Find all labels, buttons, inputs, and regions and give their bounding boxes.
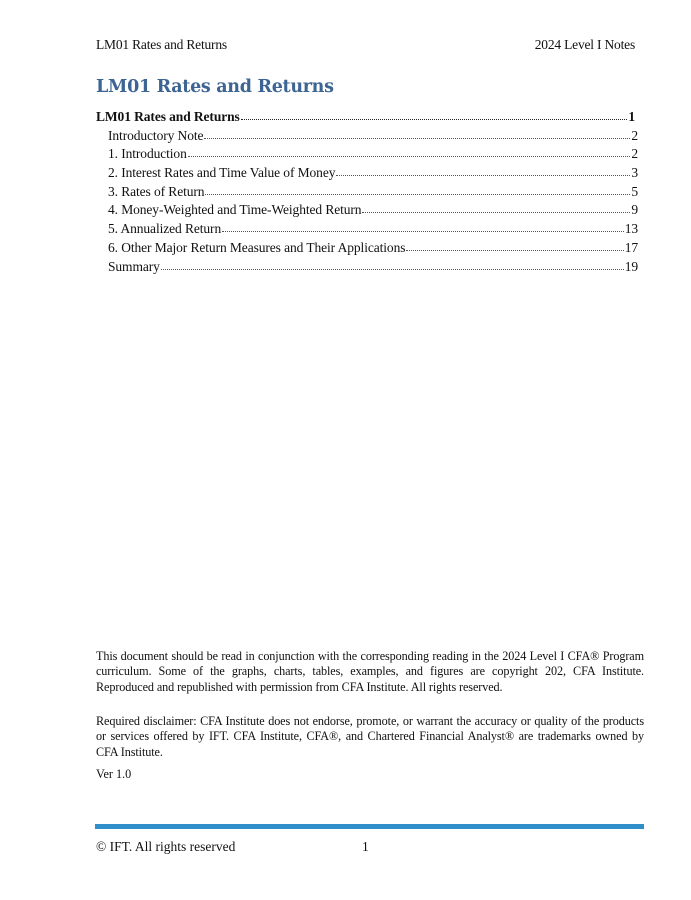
toc-dot-leader <box>241 107 628 120</box>
toc-entry-main[interactable] <box>96 108 635 127</box>
toc-entry[interactable] <box>108 145 638 164</box>
version-label: Ver 1.0 <box>96 767 132 781</box>
toc-entry-page: 19 <box>624 258 638 274</box>
toc-entry-label: 6. Other Major Return Measures and Their Applications <box>108 239 406 255</box>
toc-entry[interactable] <box>108 127 638 146</box>
toc-dot-leader <box>222 219 624 232</box>
toc-entry-label: 2. Interest Rates and Time Value of Money <box>108 165 336 181</box>
toc-entry[interactable] <box>108 258 638 277</box>
toc-entry-page: 3 <box>631 165 638 181</box>
toc-entry-page: 17 <box>624 239 638 255</box>
toc-entry-page: 13 <box>624 221 638 237</box>
toc-entry-page: 1 <box>628 109 635 124</box>
toc-entry[interactable] <box>108 183 638 202</box>
copyright-notice <box>96 649 644 701</box>
footer-page-number: 1 <box>362 839 369 854</box>
footer-divider <box>95 824 644 829</box>
toc-entry-label: 3. Rates of Return <box>108 183 205 199</box>
toc-entry[interactable] <box>108 164 638 183</box>
toc-dot-leader <box>161 257 624 270</box>
notice-paragraph: This document should be read in conjunction with the corresponding reading in the 2024 Level I CFA® Program curriculum. Some of the graphs, charts, tables, examples, and figures are copyright 202, CFA Institute. Reproduced and republished with permission from CFA Institute. All rights reserved. <box>96 649 644 694</box>
toc-entry-label: LM01 Rates and Returns <box>96 109 240 124</box>
toc-entry-label: 1. Introduction <box>108 146 187 162</box>
toc-entry[interactable] <box>108 201 638 220</box>
toc-entry[interactable] <box>108 220 638 239</box>
toc-entry-label: Introductory Note <box>108 127 204 143</box>
toc-entry-label: 5. Annualized Return <box>108 221 222 237</box>
toc-entry-page: 2 <box>631 127 638 143</box>
document-title: LM01 Rates and Returns <box>96 77 334 97</box>
running-header <box>96 37 635 53</box>
required-disclaimer: Required disclaimer: CFA Institute does not endorse, promote, or warrant the accuracy or quality of the products or services offered by IFT. CFA Institute, CFA®, and Chartered Financial Analyst® are trademarks owned by CFA Institute. <box>96 714 644 759</box>
table-of-contents <box>96 108 644 276</box>
toc-entry-label: 4. Money-Weighted and Time-Weighted Return <box>108 202 362 218</box>
toc-entry-page: 5 <box>631 183 638 199</box>
toc-dot-leader <box>188 144 631 157</box>
header-right-title: 2024 Level I Notes <box>534 37 635 52</box>
toc-entry-page: 9 <box>631 202 638 218</box>
toc-dot-leader <box>205 182 630 195</box>
footer-copyright: © IFT. All rights reserved <box>96 839 236 854</box>
toc-dot-leader <box>204 126 630 139</box>
toc-dot-leader <box>362 200 630 213</box>
toc-entry-page: 2 <box>631 146 638 162</box>
toc-dot-leader <box>336 163 630 176</box>
toc-entry[interactable] <box>108 239 638 258</box>
header-left-title: LM01 Rates and Returns <box>96 37 227 52</box>
toc-dot-leader <box>406 238 623 251</box>
toc-entry-label: Summary <box>108 258 160 274</box>
